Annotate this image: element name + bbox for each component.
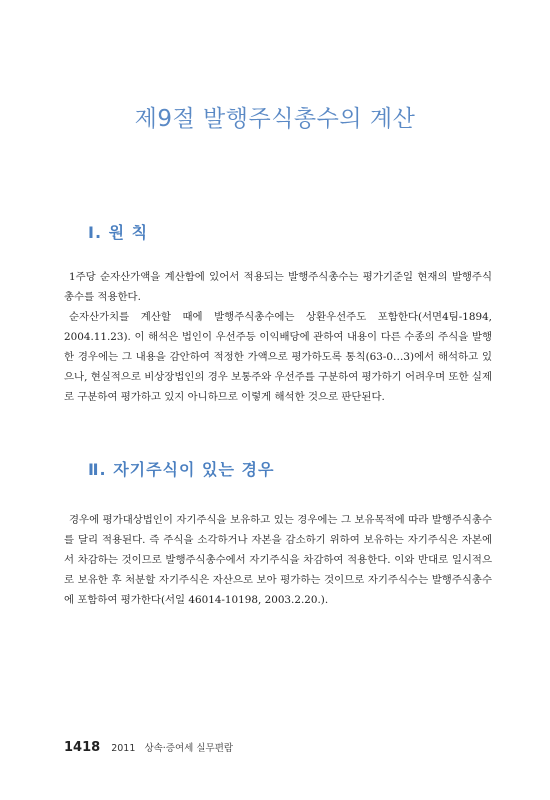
paragraph: 순자산가치를 계산할 때에 발행주식총수에는 상환우선주도 포함한다(서면4팀-1894, 2004.11.23). 이 해석은 법인이 우선주등 이익배당에 관하여 내용이 다른 수종의 주식을 발행한 경우에는 그 내용을 감안하여 적정한 가액으로 평가하도록 통칙(63-0…3)에서 해석하고 있으나, 현실적으로 비상장법인의 경우 보통주와 우선주를 구분하여 평가하기 어려우며 또한 실제로 구분하여 평가하고 있지 아니하므로 이렇게 해석한 것으로 판단된다.: [64, 311, 492, 403]
section-heading-treasury-stock: Ⅱ. 자기주식이 있는 경우: [88, 460, 275, 479]
section-body-principle: [64, 267, 492, 407]
footer-book-title: 상속·증여세 실무편람: [144, 743, 234, 754]
section-heading-principle: Ⅰ. 원 칙: [88, 223, 149, 242]
page-footer: [64, 740, 233, 755]
footer-year: 2011: [111, 743, 136, 754]
chapter-title: 제9절 발행주식총수의 계산: [134, 106, 416, 132]
paragraph: 1주당 순자산가액을 계산함에 있어서 적용되는 발행주식총수는 평가기준일 현재의 발행주식총수를 적용한다.: [64, 271, 492, 303]
section-body-treasury-stock: [64, 510, 492, 610]
page-number: 1418: [64, 740, 101, 755]
paragraph: 경우에 평가대상법인이 자기주식을 보유하고 있는 경우에는 그 보유목적에 따라 발행주식총수를 달리 적용된다. 즉 주식을 소각하거나 자본을 감소하기 위하여 보유하는 자기주식은 자본에서 차감하는 것이므로 발행주식총수에서 자기주식을 차감하여 적용한다. 이와 반대로 일시적으로 보유한 후 처분할 자기주식은 자산으로 보아 평가하는 것이므로 자기주식수는 발행주식총수에 포함하여 평가한다(서일 46014-10198, 2003.2.20.).: [64, 514, 492, 606]
